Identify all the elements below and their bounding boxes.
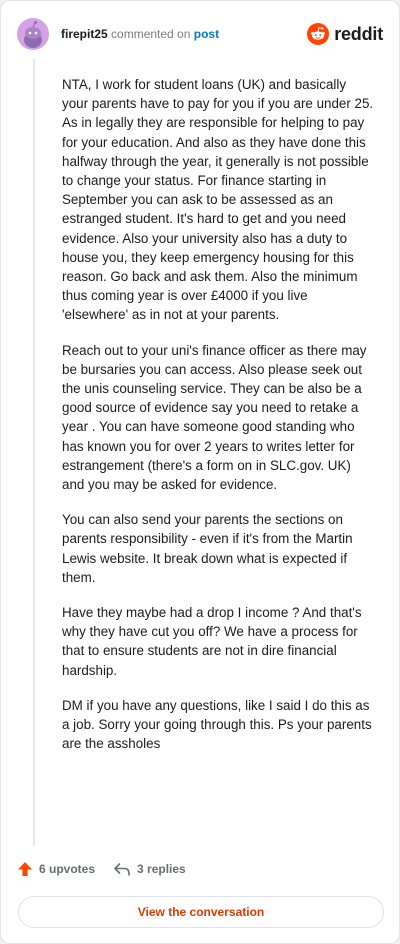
- comment-paragraph: Have they maybe had a drop I income ? And that's why they have cut you off? We have a process for that to ensure students are not in dire financial hardship.: [62, 605, 362, 678]
- thread-line: [33, 59, 35, 846]
- reply-count: 3 replies: [137, 862, 186, 876]
- view-conversation-button[interactable]: View the conversation: [18, 896, 384, 928]
- action-text: commented on: [111, 27, 191, 41]
- comment-footer: [17, 861, 186, 877]
- reddit-wordmark: reddit: [334, 23, 383, 44]
- snoo-avatar-icon: [17, 18, 49, 50]
- comment-paragraph: DM if you have any questions, like I said I do this as a job. Sorry your going through this. Ps your parents are the assholes: [62, 697, 372, 752]
- comment-byline: [61, 27, 219, 41]
- reddit-logo[interactable]: [307, 23, 383, 45]
- post-link[interactable]: post: [193, 27, 220, 41]
- comment-paragraph: Reach out to your uni's finance officer as there may be bursaries you can access. Also please seek out the unis counseling service. They can be also be a good source of evidence say you need to retake a year . You can have someone good standing who has known you for over 2 years to writes letter for estrangement (there's a form on in SLC.gov. UK) and you may be asked for evidence.: [62, 342, 367, 493]
- replies-button[interactable]: [113, 861, 186, 877]
- reply-arrow-icon: [113, 861, 131, 877]
- comment-header: [17, 17, 383, 51]
- comment-paragraph: NTA, I work for student loans (UK) and basically your parents have to pay for you if you are under 25. As in legally they are responsible for helping to pay for your education. And also as they have done this halfway through the year, it generally is not possible to change your status. For finance starting in September you can ask to be assessed as an estranged student. It's hard to get and you need evidence. Also your university also has a duty to house you, they keep emergency housing for this reason. Go back and ask them. Also the minimum thus coming year is over £4000 if you live 'elsewhere' as in not at your parents.: [62, 77, 374, 323]
- upvote-button[interactable]: [17, 861, 95, 877]
- username-link[interactable]: firepit25: [61, 27, 108, 41]
- comment-body: [62, 75, 374, 770]
- comment-paragraph: You can also send your parents the sections on parents responsibility - even if it's from the Martin Lewis website. It break down what is expected if them.: [62, 512, 353, 585]
- upvote-arrow-icon: [17, 861, 33, 877]
- avatar[interactable]: [17, 18, 49, 50]
- reddit-alien-icon: [307, 23, 329, 45]
- upvote-count: 6 upvotes: [39, 862, 96, 876]
